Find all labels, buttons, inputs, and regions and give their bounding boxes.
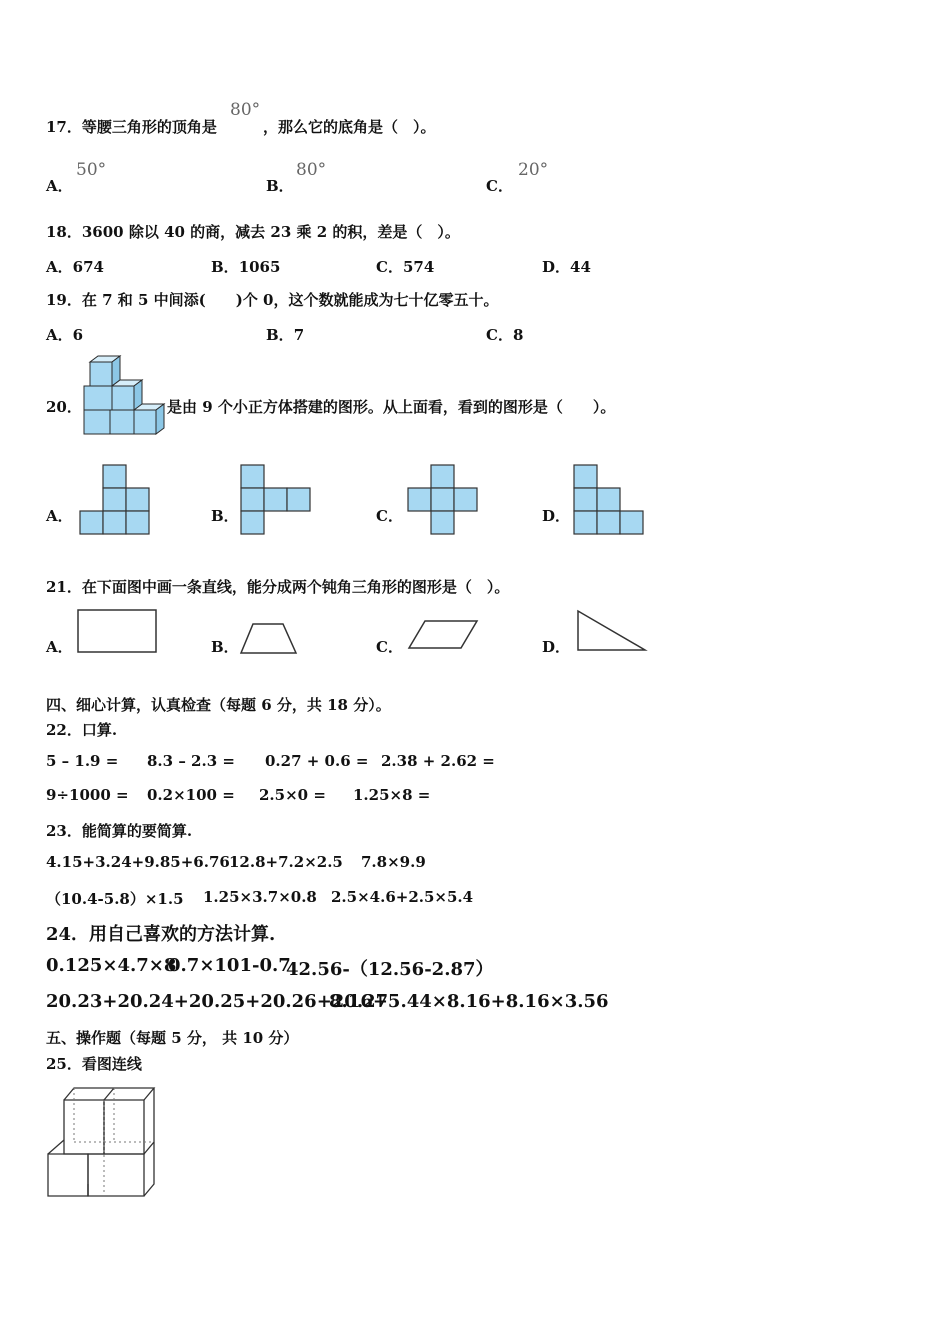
q20-option-a-label[interactable]: A．	[46, 507, 73, 525]
q24-expr: 8.16+5.44×8.16+8.16×3.56	[329, 991, 609, 1012]
q23-expr: 1.25×3.7×0.8	[203, 888, 317, 906]
q23-expr: 4.15+3.24+9.85+6.76	[46, 853, 230, 871]
q19-option-a[interactable]: A．6	[46, 326, 84, 344]
q18-option-b[interactable]: B．1065	[211, 258, 281, 276]
q20-option-a-shape[interactable]	[80, 464, 150, 534]
q17-option-b-value: 80°	[296, 160, 327, 180]
q17-option-a-value: 50°	[76, 160, 107, 180]
q17-option-c-label[interactable]: C．	[486, 177, 513, 195]
q20-option-b-label[interactable]: B．	[211, 507, 239, 525]
q17-stem-end: ，那么它的底角是（ ）。	[263, 118, 436, 136]
q18-option-d[interactable]: D．44	[542, 258, 591, 276]
q19-option-b[interactable]: B．7	[266, 326, 305, 344]
q20-option-c-label[interactable]: C．	[376, 507, 403, 525]
q17-option-c-value: 20°	[518, 160, 549, 180]
q24-expr: 20.23+20.24+20.25+20.26+20.27	[46, 991, 389, 1012]
q20-option-d-label[interactable]: D．	[542, 507, 571, 525]
q17-option-b-label[interactable]: B．	[266, 177, 294, 195]
q23-expr: 2.5×4.6+2.5×5.4	[331, 888, 474, 906]
q24-stem: 24．用自己喜欢的方法计算.	[46, 924, 276, 945]
q20-option-b-shape[interactable]	[241, 464, 311, 534]
q20-stem: 是由 9 个小正方体搭建的图形。从上面看，看到的图形是（ ）。	[167, 398, 616, 416]
q21-option-a-rectangle[interactable]	[77, 609, 159, 655]
q20-cube-figure	[80, 354, 170, 436]
q20-num: 20．	[46, 398, 82, 416]
q21-option-d-triangle[interactable]	[576, 609, 648, 653]
q24-expr: 0.125×4.7×8	[46, 955, 177, 976]
q19-option-c[interactable]: C．8	[486, 326, 524, 344]
q24-expr: 0.7×101-0.7	[168, 955, 291, 976]
q18-stem: 18．3600 除以 40 的商，减去 23 乘 2 的积，差是（ ）。	[46, 223, 460, 241]
q22-expr: 0.27 + 0.6 =	[265, 752, 369, 770]
q20-option-c-shape[interactable]	[408, 464, 478, 534]
q21-stem: 21．在下面图中画一条直线，能分成两个钝角三角形的图形是（ ）。	[46, 578, 510, 596]
q22-stem: 22．口算.	[46, 721, 118, 739]
q23-expr: 12.8+7.2×2.5	[229, 853, 343, 871]
q22-expr: 5 – 1.9 =	[46, 752, 119, 770]
section-4-title: 四、细心计算，认真检查（每题 6 分，共 18 分）。	[46, 696, 391, 714]
q19-stem: 19．在 7 和 5 中间添( )个 0，这个数就能成为七十亿零五十。	[46, 291, 499, 309]
q22-expr: 1.25×8 =	[353, 786, 431, 804]
q21-option-d-label[interactable]: D．	[542, 638, 571, 656]
q22-expr: 8.3 – 2.3 =	[147, 752, 235, 770]
q22-expr: 0.2×100 =	[147, 786, 235, 804]
q24-expr: 42.56-（12.56-2.87）	[286, 959, 494, 980]
q21-option-b-label[interactable]: B．	[211, 638, 239, 656]
q21-option-b-trapezoid[interactable]	[240, 622, 300, 656]
q20-option-d-shape[interactable]	[574, 464, 644, 534]
q17-angle: 80°	[230, 100, 261, 120]
section-5-title: 五、操作题（每题 5 分， 共 10 分）	[46, 1029, 299, 1047]
q22-expr: 2.5×0 =	[259, 786, 326, 804]
q17-option-a-label[interactable]: A．	[46, 177, 73, 195]
q21-option-c-parallelogram[interactable]	[408, 620, 480, 652]
q23-stem: 23．能简算的要简算.	[46, 822, 193, 840]
q18-option-c[interactable]: C．574	[376, 258, 435, 276]
q18-option-a[interactable]: A．674	[46, 258, 104, 276]
q23-expr: 7.8×9.9	[361, 853, 426, 871]
q23-expr: （10.4-5.8）×1.5	[46, 890, 184, 908]
q25-cube-figure	[46, 1084, 156, 1202]
q22-expr: 9÷1000 =	[46, 786, 129, 804]
q17-stem: 17．等腰三角形的顶角是	[46, 118, 217, 136]
q22-expr: 2.38 + 2.62 =	[381, 752, 495, 770]
q21-option-c-label[interactable]: C．	[376, 638, 403, 656]
q25-stem: 25．看图连线	[46, 1055, 142, 1073]
q21-option-a-label[interactable]: A．	[46, 638, 73, 656]
